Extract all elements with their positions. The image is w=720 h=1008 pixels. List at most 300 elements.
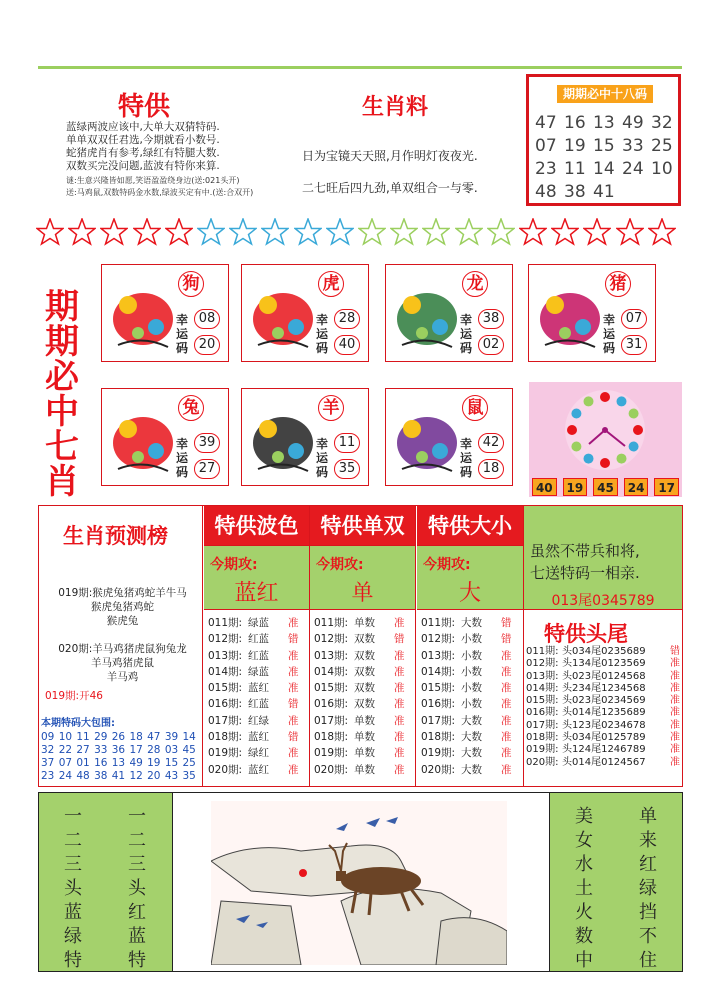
tegong-lines <box>66 121 286 173</box>
box18-number: 14 <box>593 159 615 179</box>
bag-number: 10 <box>58 731 73 743</box>
clock-number: 17 <box>654 478 679 496</box>
pick-value: 红蓝 <box>248 633 269 646</box>
period-label: 012期: <box>421 633 456 646</box>
result-mark: 准 <box>670 719 680 731</box>
zodiac-card <box>241 264 369 362</box>
history-row <box>421 631 523 647</box>
shengxiao-title: 生肖料 <box>362 95 429 120</box>
zodiac-papercut-icon <box>108 275 178 355</box>
tail-title: 特供头尾 <box>544 622 628 646</box>
clock-number: 19 <box>563 478 588 496</box>
result-mark: 准 <box>288 665 299 678</box>
attack-value: 蓝红 <box>234 581 279 606</box>
tail-row <box>526 757 682 769</box>
history-row <box>208 729 309 745</box>
zodiac-card <box>528 264 656 362</box>
period-label: 019期: <box>314 747 349 760</box>
history-row <box>208 762 309 778</box>
tail-value: 头023尾0234569 <box>562 695 646 707</box>
lucky-number: 35 <box>334 459 360 479</box>
star-icon <box>358 218 386 246</box>
history-row <box>421 664 523 680</box>
stat-column <box>417 506 524 786</box>
result-mark: 准 <box>501 731 512 744</box>
bag-number: 22 <box>58 744 73 756</box>
result-mark: 准 <box>288 763 299 776</box>
period-label: 015期: <box>421 682 456 695</box>
history-row <box>208 648 309 664</box>
bag-number: 38 <box>94 770 108 782</box>
star-icon <box>519 218 547 246</box>
period-label: 018期: <box>526 732 559 744</box>
history-row <box>314 631 415 647</box>
history-row <box>314 762 415 778</box>
vertical-char: 二 <box>128 830 146 851</box>
tail-row <box>526 707 682 719</box>
clock-dot <box>629 442 639 452</box>
tail-row <box>526 720 682 732</box>
clock-box <box>529 382 682 497</box>
star-icon <box>294 218 322 246</box>
vertical-title-char: 期 <box>45 287 79 327</box>
history-row <box>421 713 523 729</box>
vertical-char: 水 <box>575 854 593 875</box>
clock-dot <box>600 458 610 468</box>
top-divider <box>38 66 682 69</box>
lucky-number: 02 <box>478 335 504 355</box>
zodiac-name: 虎 <box>318 271 344 297</box>
period-label: 012期: <box>526 658 559 670</box>
history-rows <box>417 610 523 778</box>
zodiac-papercut-icon <box>248 399 318 479</box>
result-mark: 准 <box>394 617 405 629</box>
bag-number: 29 <box>94 731 108 743</box>
period-label: 012期: <box>314 633 349 646</box>
lucky-number: 08 <box>194 309 220 329</box>
tail-row <box>526 658 682 670</box>
zodiac-name: 鼠 <box>462 395 488 421</box>
hint-line: 谜:生意兴隆皆如愿,笑语盈盈绕身边(送:021头开) <box>66 176 240 185</box>
vertical-char: 土 <box>575 878 593 899</box>
box18-number: 41 <box>593 182 615 202</box>
bag-grid <box>41 731 201 782</box>
result-mark: 准 <box>670 658 680 670</box>
vertical-title-char: 肖 <box>45 462 79 502</box>
box18-number: 15 <box>593 136 615 156</box>
pick-value: 小数 <box>461 682 482 695</box>
clock-number: 24 <box>624 478 649 496</box>
result-mark: 准 <box>288 617 299 629</box>
period-label: 012期: <box>208 633 243 646</box>
vertical-char: 住 <box>639 950 657 971</box>
tail-row <box>526 744 682 756</box>
period-label: 015期: <box>208 682 243 695</box>
attack-label: 今期攻: <box>210 557 258 573</box>
tegong-line: 蛇猪虎肖有参考,绿红有特腿大数. <box>66 147 220 159</box>
zodiac-papercut-icon <box>248 275 318 355</box>
zodiac-name: 羊 <box>318 395 344 421</box>
clock-dot <box>571 409 581 419</box>
result-mark: 准 <box>394 682 405 695</box>
pick-value: 红蓝 <box>248 698 269 711</box>
bag-number: 27 <box>76 744 90 756</box>
vertical-text <box>127 805 147 973</box>
history-row <box>208 615 309 631</box>
box18-number: 19 <box>564 136 586 156</box>
vertical-char: 三 <box>128 854 146 875</box>
period-label: 013期: <box>208 649 243 662</box>
period-label: 014期: <box>526 682 559 694</box>
lucky-number: 40 <box>334 335 360 355</box>
prediction-line: 羊马鸡 <box>106 671 139 683</box>
result-mark: 准 <box>288 649 299 662</box>
period-label: 011期: <box>314 617 349 629</box>
vertical-char: 头 <box>64 878 82 899</box>
vertical-char: 蓝 <box>128 926 146 947</box>
history-row <box>314 696 415 712</box>
period-label: 016期: <box>314 698 349 711</box>
pick-value: 单数 <box>354 714 375 727</box>
pick-value: 红绿 <box>248 714 269 727</box>
vertical-char: 红 <box>128 902 146 923</box>
bag-number: 07 <box>58 757 73 769</box>
clock-dot <box>629 409 639 419</box>
zodiac-name: 兔 <box>178 395 204 421</box>
poem-line: 七送特码一相亲. <box>530 564 640 582</box>
box18-number: 24 <box>622 159 644 179</box>
period-label: 013期: <box>314 649 349 662</box>
bag-title: 本期特码大包围: <box>41 718 115 729</box>
box18-number: 33 <box>622 136 644 156</box>
vertical-char: 头 <box>128 878 146 899</box>
history-row <box>208 664 309 680</box>
period-label: 016期: <box>526 707 559 719</box>
star-icon <box>390 218 418 246</box>
tegong-line: 蓝绿两波应该中,大单大双猜特码. <box>66 121 220 133</box>
prediction-title: 生肖预测榜 <box>63 524 168 548</box>
attack-value: 大 <box>458 581 481 606</box>
result-mark: 准 <box>670 732 680 744</box>
period-label: 018期: <box>314 731 349 744</box>
period-label: 011期: <box>208 617 243 629</box>
bag-number: 35 <box>182 770 196 782</box>
vertical-title-char: 七 <box>45 427 79 467</box>
pick-value: 红蓝 <box>248 649 269 662</box>
box18-title: 期期必中十八码 <box>557 85 653 103</box>
vertical-char: 中 <box>575 950 593 971</box>
star-icon <box>133 218 161 246</box>
star-icon <box>100 218 128 246</box>
result-mark: 准 <box>288 714 299 727</box>
zodiac-name: 猪 <box>605 271 631 297</box>
period-label: 013期: <box>526 670 559 682</box>
lucky-number: 42 <box>478 433 504 453</box>
period-label: 014期: <box>208 665 243 678</box>
shengxiao-line: 二七旺后四九劲,单双组合一与零. <box>302 181 478 195</box>
bag-number: 39 <box>164 731 179 743</box>
star-row <box>36 218 686 248</box>
pick-value: 大数 <box>461 731 482 744</box>
lucky-number: 18 <box>478 459 504 479</box>
star-icon <box>551 218 579 246</box>
zodiac-papercut-icon <box>535 275 605 355</box>
tail-value: 头123尾0234678 <box>562 719 646 731</box>
bag-number: 45 <box>182 744 196 756</box>
attack-box <box>417 546 523 610</box>
bag-number: 13 <box>111 757 126 769</box>
period-label: 014期: <box>421 665 456 678</box>
result-mark: 准 <box>501 682 512 695</box>
vertical-char: 绿 <box>639 878 657 899</box>
vertical-char: 挡 <box>639 902 657 923</box>
pick-value: 大数 <box>461 617 482 629</box>
tail-row <box>526 683 682 695</box>
period-label: 015期: <box>314 682 349 695</box>
box18-number: 11 <box>564 159 586 179</box>
pick-value: 小数 <box>461 698 482 711</box>
vertical-char: 数 <box>575 926 593 947</box>
period-label: 019期: <box>208 747 243 760</box>
star-icon <box>197 218 225 246</box>
tail-value: 头234尾1234568 <box>562 682 646 694</box>
star-icon <box>487 218 515 246</box>
result-mark: 准 <box>394 763 405 776</box>
pick-value: 绿蓝 <box>248 665 269 678</box>
prediction-line: 020期:羊马鸡猪虎鼠狗兔龙 <box>58 643 187 655</box>
clock-dot <box>571 442 581 452</box>
history-row <box>421 615 523 631</box>
prediction-line: 猴虎兔猪鸡蛇 <box>91 601 154 613</box>
period-label: 015期: <box>526 695 559 707</box>
result-mark: 准 <box>394 698 405 711</box>
vertical-char: 火 <box>575 902 593 923</box>
bag-number: 20 <box>147 770 161 782</box>
history-row <box>314 615 415 631</box>
lucky-number: 07 <box>621 309 647 329</box>
zodiac-name: 狗 <box>178 271 204 297</box>
tail-value: 头034尾0235689 <box>562 646 646 657</box>
bag-number: 14 <box>182 731 196 743</box>
lucky-number: 20 <box>194 335 220 355</box>
star-icon <box>648 218 676 246</box>
lucky-number: 28 <box>334 309 360 329</box>
pick-value: 蓝红 <box>248 763 269 776</box>
prediction-table <box>38 505 683 787</box>
pick-value: 小数 <box>461 633 482 646</box>
box18-number: 10 <box>651 159 673 179</box>
period-label: 020期: <box>314 763 349 776</box>
vertical-char: 一 <box>128 806 146 827</box>
vertical-char: 单 <box>639 806 657 827</box>
vertical-char: 红 <box>639 854 657 875</box>
bottom-left-box <box>39 793 173 971</box>
period-label: 011期: <box>421 617 456 629</box>
period-label: 013期: <box>421 649 456 662</box>
bag-number: 49 <box>129 757 143 769</box>
result-mark: 错 <box>394 633 405 646</box>
clock-number: 45 <box>593 478 618 496</box>
result-mark: 准 <box>670 744 680 756</box>
tail-value: 头124尾1246789 <box>562 744 646 756</box>
box18-number: 47 <box>535 113 557 133</box>
shengxiao-line: 日为宝镜天天照,月作明灯夜夜光. <box>302 149 478 163</box>
star-icon <box>229 218 257 246</box>
lucky-number: 27 <box>194 459 220 479</box>
pick-value: 大数 <box>461 763 482 776</box>
result-mark: 准 <box>394 649 405 662</box>
prediction-line: 019期:猴虎兔猪鸡蛇羊牛马 <box>58 587 187 599</box>
pick-value: 单数 <box>354 731 375 744</box>
period-label: 018期: <box>208 731 243 744</box>
history-row <box>208 696 309 712</box>
column-title: 特供大小 <box>417 506 523 546</box>
history-row <box>208 713 309 729</box>
clock-dot <box>633 425 643 435</box>
bag-number: 48 <box>76 770 90 782</box>
bag-number: 25 <box>182 757 196 769</box>
bag-number: 01 <box>76 757 90 769</box>
pick-value: 单数 <box>354 617 375 629</box>
zodiac-card <box>101 388 229 486</box>
pick-value: 绿蓝 <box>248 617 269 629</box>
pick-value: 小数 <box>461 649 482 662</box>
vertical-char: 三 <box>64 854 82 875</box>
history-row <box>314 729 415 745</box>
period-label: 020期: <box>421 763 456 776</box>
period-label: 020期: <box>208 763 243 776</box>
period-label: 017期: <box>208 714 243 727</box>
lucky-label: 幸运码 <box>316 437 329 479</box>
clock-dot <box>567 425 577 435</box>
pick-value: 双数 <box>354 665 375 678</box>
result-mark: 错 <box>501 633 512 646</box>
bag-number: 09 <box>41 731 55 743</box>
column-title: 特供波色 <box>204 506 309 546</box>
poem-box <box>524 506 682 610</box>
tail-value: 头034尾0125789 <box>562 732 646 744</box>
attack-box <box>310 546 415 610</box>
star-icon <box>165 218 193 246</box>
column-title: 特供单双 <box>310 506 415 546</box>
tail-rows <box>526 646 682 769</box>
period-label: 011期: <box>526 646 559 657</box>
pick-value: 双数 <box>354 698 375 711</box>
history-row <box>421 680 523 696</box>
zodiac-papercut-icon <box>108 399 178 479</box>
bag-number: 43 <box>164 770 179 782</box>
star-icon <box>583 218 611 246</box>
tail-value: 头134尾0123569 <box>562 658 646 670</box>
result-mark: 准 <box>501 698 512 711</box>
box18-number: 48 <box>535 182 557 202</box>
lucky-label: 幸运码 <box>460 437 473 479</box>
shengxiao-lines <box>302 140 517 204</box>
tail-value: 头023尾0124568 <box>562 670 646 682</box>
history-row <box>314 664 415 680</box>
star-icon <box>36 218 64 246</box>
period-label: 019期: <box>526 744 559 756</box>
vertical-char: 来 <box>639 830 657 851</box>
result-mark: 准 <box>501 649 512 662</box>
vertical-char: 特 <box>64 950 82 971</box>
lucky-number: 11 <box>334 433 360 453</box>
star-icon <box>68 218 96 246</box>
pick-value: 双数 <box>354 649 375 662</box>
vertical-char: 绿 <box>64 926 82 947</box>
star-icon <box>616 218 644 246</box>
box18-grid <box>535 113 681 202</box>
tail-row <box>526 671 682 683</box>
tegong-line: 双数买完没问题,蓝波有特你来算. <box>66 160 220 172</box>
bag-number: 17 <box>129 744 143 756</box>
attack-value: 单 <box>351 581 374 606</box>
tegong-title: 特供 <box>118 92 171 122</box>
vertical-title <box>42 287 82 502</box>
result-mark: 准 <box>670 707 680 719</box>
period-label: 017期: <box>421 714 456 727</box>
lucky-number: 31 <box>621 335 647 355</box>
history-row <box>421 729 523 745</box>
poem-line: 虽然不带兵和将, <box>530 542 640 560</box>
eighteen-code-box <box>526 74 681 206</box>
zodiac-card <box>385 264 513 362</box>
bag-number: 11 <box>76 731 90 743</box>
attack-label: 今期攻: <box>423 557 471 573</box>
period-label: 016期: <box>421 698 456 711</box>
lucky-label: 幸运码 <box>176 437 189 479</box>
prediction-line: 羊马鸡猪虎鼠 <box>91 657 154 669</box>
bag-number: 19 <box>147 757 161 769</box>
result-mark: 准 <box>288 682 299 695</box>
result-mark: 准 <box>670 670 680 682</box>
result-mark: 错 <box>670 646 680 657</box>
history-row <box>208 745 309 761</box>
vertical-text <box>574 805 594 973</box>
box18-number: 16 <box>564 113 586 133</box>
star-icon <box>261 218 289 246</box>
box18-number: 23 <box>535 159 557 179</box>
bag-number: 37 <box>41 757 55 769</box>
lucky-label: 幸运码 <box>460 313 473 355</box>
bag-number: 47 <box>147 731 161 743</box>
bag-number: 32 <box>41 744 55 756</box>
bag-number: 26 <box>111 731 126 743</box>
stat-column <box>310 506 416 786</box>
prediction-line: 猴虎兔 <box>106 615 139 627</box>
result-mark: 准 <box>288 747 299 760</box>
bag-number: 15 <box>164 757 179 769</box>
prediction-lines <box>45 586 200 684</box>
zodiac-card <box>101 264 229 362</box>
result-mark: 准 <box>501 763 512 776</box>
box18-number: 49 <box>622 113 644 133</box>
lucky-label: 幸运码 <box>316 313 329 355</box>
tail-row <box>526 695 682 707</box>
result-mark: 准 <box>670 756 680 768</box>
star-icon <box>455 218 483 246</box>
pick-value: 双数 <box>354 682 375 695</box>
prediction-panel <box>39 506 203 786</box>
history-rows <box>310 610 415 778</box>
result-mark: 准 <box>394 665 405 678</box>
period-label: 020期: <box>526 756 559 768</box>
zodiac-name: 龙 <box>462 271 488 297</box>
pick-value: 小数 <box>461 665 482 678</box>
history-row <box>421 745 523 761</box>
bag-number: 03 <box>164 744 179 756</box>
hint-line: 送:马鸡鼠,双数特码金水数,绿波买定有中.(送:合双开) <box>66 188 254 197</box>
